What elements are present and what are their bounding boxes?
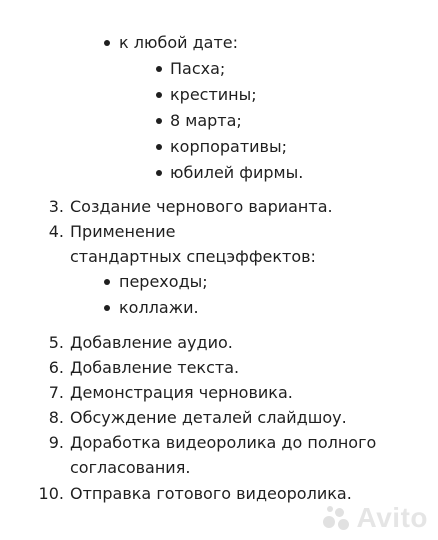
bullet-icon [104,40,110,46]
avito-dots-icon [323,506,351,530]
bullet-icon [156,144,162,150]
step-text: Доработка видеоролика до полного [70,433,377,452]
list-item: юбилей фирмы. [170,163,304,182]
bullet-icon [156,118,162,124]
list-item-any-date: к любой дате: [119,33,239,52]
bullet-icon [156,170,162,176]
step-text-continuation: стандартных спецэффектов: [70,247,316,266]
step-number: 7. [48,383,64,402]
list-item: коллажи. [119,298,199,317]
step-number: 9. [48,433,64,452]
step-text: Добавление текста. [70,358,240,377]
step-number: 4. [48,222,64,241]
step-number: 6. [48,358,64,377]
list-item: крестины; [170,85,257,104]
step-number: 3. [48,197,64,216]
step-number: 8. [48,408,64,427]
step-number: 5. [48,333,64,352]
step-text: Добавление аудио. [70,333,233,352]
step-text: Обсуждение деталей слайдшоу. [70,408,347,427]
step-text: Отправка готового видеоролика. [70,484,352,503]
bullet-icon [156,92,162,98]
bullet-icon [156,66,162,72]
watermark-text: Avito [356,502,428,533]
step-text: Создание чернового варианта. [70,197,333,216]
bullet-icon [104,305,110,311]
avito-watermark [323,502,428,534]
list-item: корпоративы; [170,137,287,156]
step-text: Демонстрация черновика. [70,383,293,402]
step-text-continuation: согласования. [70,458,191,477]
list-item: 8 марта; [170,111,242,130]
list-item: переходы; [119,272,208,291]
step-number: 10. [38,484,64,503]
bullet-icon [104,279,110,285]
step-text: Применение [70,222,176,241]
list-item: Пасха; [170,59,226,78]
